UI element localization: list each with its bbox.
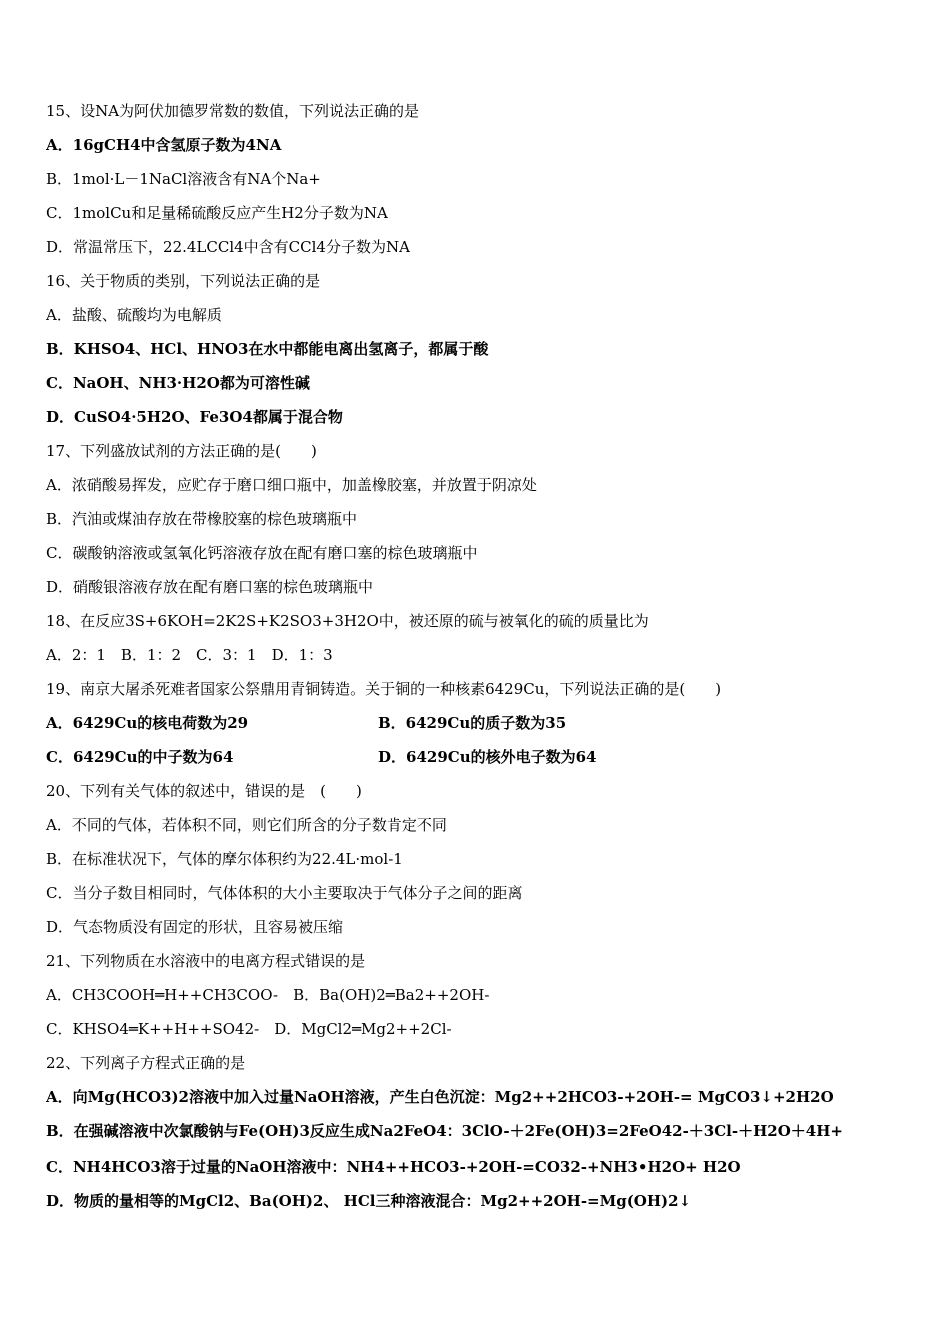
question-18-options: A．2：1 B．1：2 C．3：1 D．1：3 [46, 646, 333, 664]
question-15-option-a: A．16gCH4中含氢原子数为4NA [46, 136, 282, 154]
question-17-stem: 17、下列盛放试剂的方法正确的是( ) [46, 442, 317, 460]
question-20-stem: 20、下列有关气体的叙述中，错误的是 ( ) [46, 782, 362, 800]
question-22-option-d: D．物质的量相等的MgCl2、Ba(OH)2、 HCl三种溶液混合：Mg2++2OH-=Mg(OH)2↓ [46, 1192, 692, 1210]
question-20-option-a: A．不同的气体，若体积不同，则它们所含的分子数肯定不同 [46, 816, 447, 834]
question-15-option-d: D．常温常压下，22.4LCCl4中含有CCl4分子数为NA [46, 238, 410, 256]
question-16-option-b: B．KHSO4、HCl、HNO3在水中都能电离出氢离子，都属于酸 [46, 340, 489, 358]
question-19-option-d: D．6429Cu的核外电子数为64 [378, 748, 597, 766]
question-20-option-b: B．在标准状况下，气体的摩尔体积约为22.4L·mol-1 [46, 850, 403, 868]
question-17-option-b: B．汽油或煤油存放在带橡胶塞的棕色玻璃瓶中 [46, 510, 358, 528]
question-21-stem: 21、下列物质在水溶液中的电离方程式错误的是 [46, 952, 366, 970]
question-17-option-d: D．硝酸银溶液存放在配有磨口塞的棕色玻璃瓶中 [46, 578, 374, 596]
question-16-option-c: C．NaOH、NH3·H2O都为可溶性碱 [46, 374, 310, 392]
question-22-option-c: C．NH4HCO3溶于过量的NaOH溶液中：NH4++HCO3-+2OH-=CO32-+NH3•H2O+ H2O [46, 1158, 741, 1176]
question-19-option-b: B．6429Cu的质子数为35 [378, 714, 567, 732]
question-20-option-c: C．当分子数目相同时，气体体积的大小主要取决于气体分子之间的距离 [46, 884, 523, 902]
question-18-stem: 18、在反应3S+6KOH=2K2S+K2SO3+3H2O中，被还原的硫与被氧化的硫的质量比为 [46, 612, 649, 630]
question-16-option-d: D．CuSO4·5H2O、Fe3O4都属于混合物 [46, 408, 343, 426]
question-15-stem: 15、设NA为阿伏加德罗常数的数值，下列说法正确的是 [46, 102, 420, 120]
question-19-option-c: C．6429Cu的中子数为64 [46, 748, 234, 766]
question-16-option-a: A．盐酸、硫酸均为电解质 [46, 306, 222, 324]
question-21-options-ab: A．CH3COOH═H++CH3COO- B．Ba(OH)2═Ba2++2OH- [46, 986, 490, 1004]
question-16-stem: 16、关于物质的类别，下列说法正确的是 [46, 272, 321, 290]
question-22-option-a: A．向Mg(HCO3)2溶液中加入过量NaOH溶液，产生白色沉淀：Mg2++2HCO3-+2OH-= MgCO3↓+2H2O [46, 1088, 834, 1106]
question-21-options-cd: C．KHSO4═K++H++SO42- D．MgCl2═Mg2++2Cl- [46, 1020, 452, 1038]
question-19-stem: 19、南京大屠杀死难者国家公祭鼎用青铜铸造。关于铜的一种核素6429Cu，下列说法正确的是( ) [46, 680, 722, 698]
question-17-option-a: A．浓硝酸易挥发，应贮存于磨口细口瓶中，加盖橡胶塞，并放置于阴凉处 [46, 476, 537, 494]
question-17-option-c: C．碳酸钠溶液或氢氧化钙溶液存放在配有磨口塞的棕色玻璃瓶中 [46, 544, 478, 562]
question-22-stem: 22、下列离子方程式正确的是 [46, 1054, 246, 1072]
question-19-option-a: A．6429Cu的核电荷数为29 [46, 714, 249, 732]
question-15-option-b: B．1mol·L－1NaCl溶液含有NA个Na+ [46, 170, 321, 188]
question-20-option-d: D．气态物质没有固定的形状，且容易被压缩 [46, 918, 344, 936]
question-15-option-c: C．1molCu和足量稀硫酸反应产生H2分子数为NA [46, 204, 388, 222]
question-22-option-b: B．在强碱溶液中次氯酸钠与Fe(OH)3反应生成Na2FeO4：3ClO-＋2Fe(OH)3=2FeO42-＋3Cl-＋H2O＋4H+ [46, 1122, 843, 1140]
